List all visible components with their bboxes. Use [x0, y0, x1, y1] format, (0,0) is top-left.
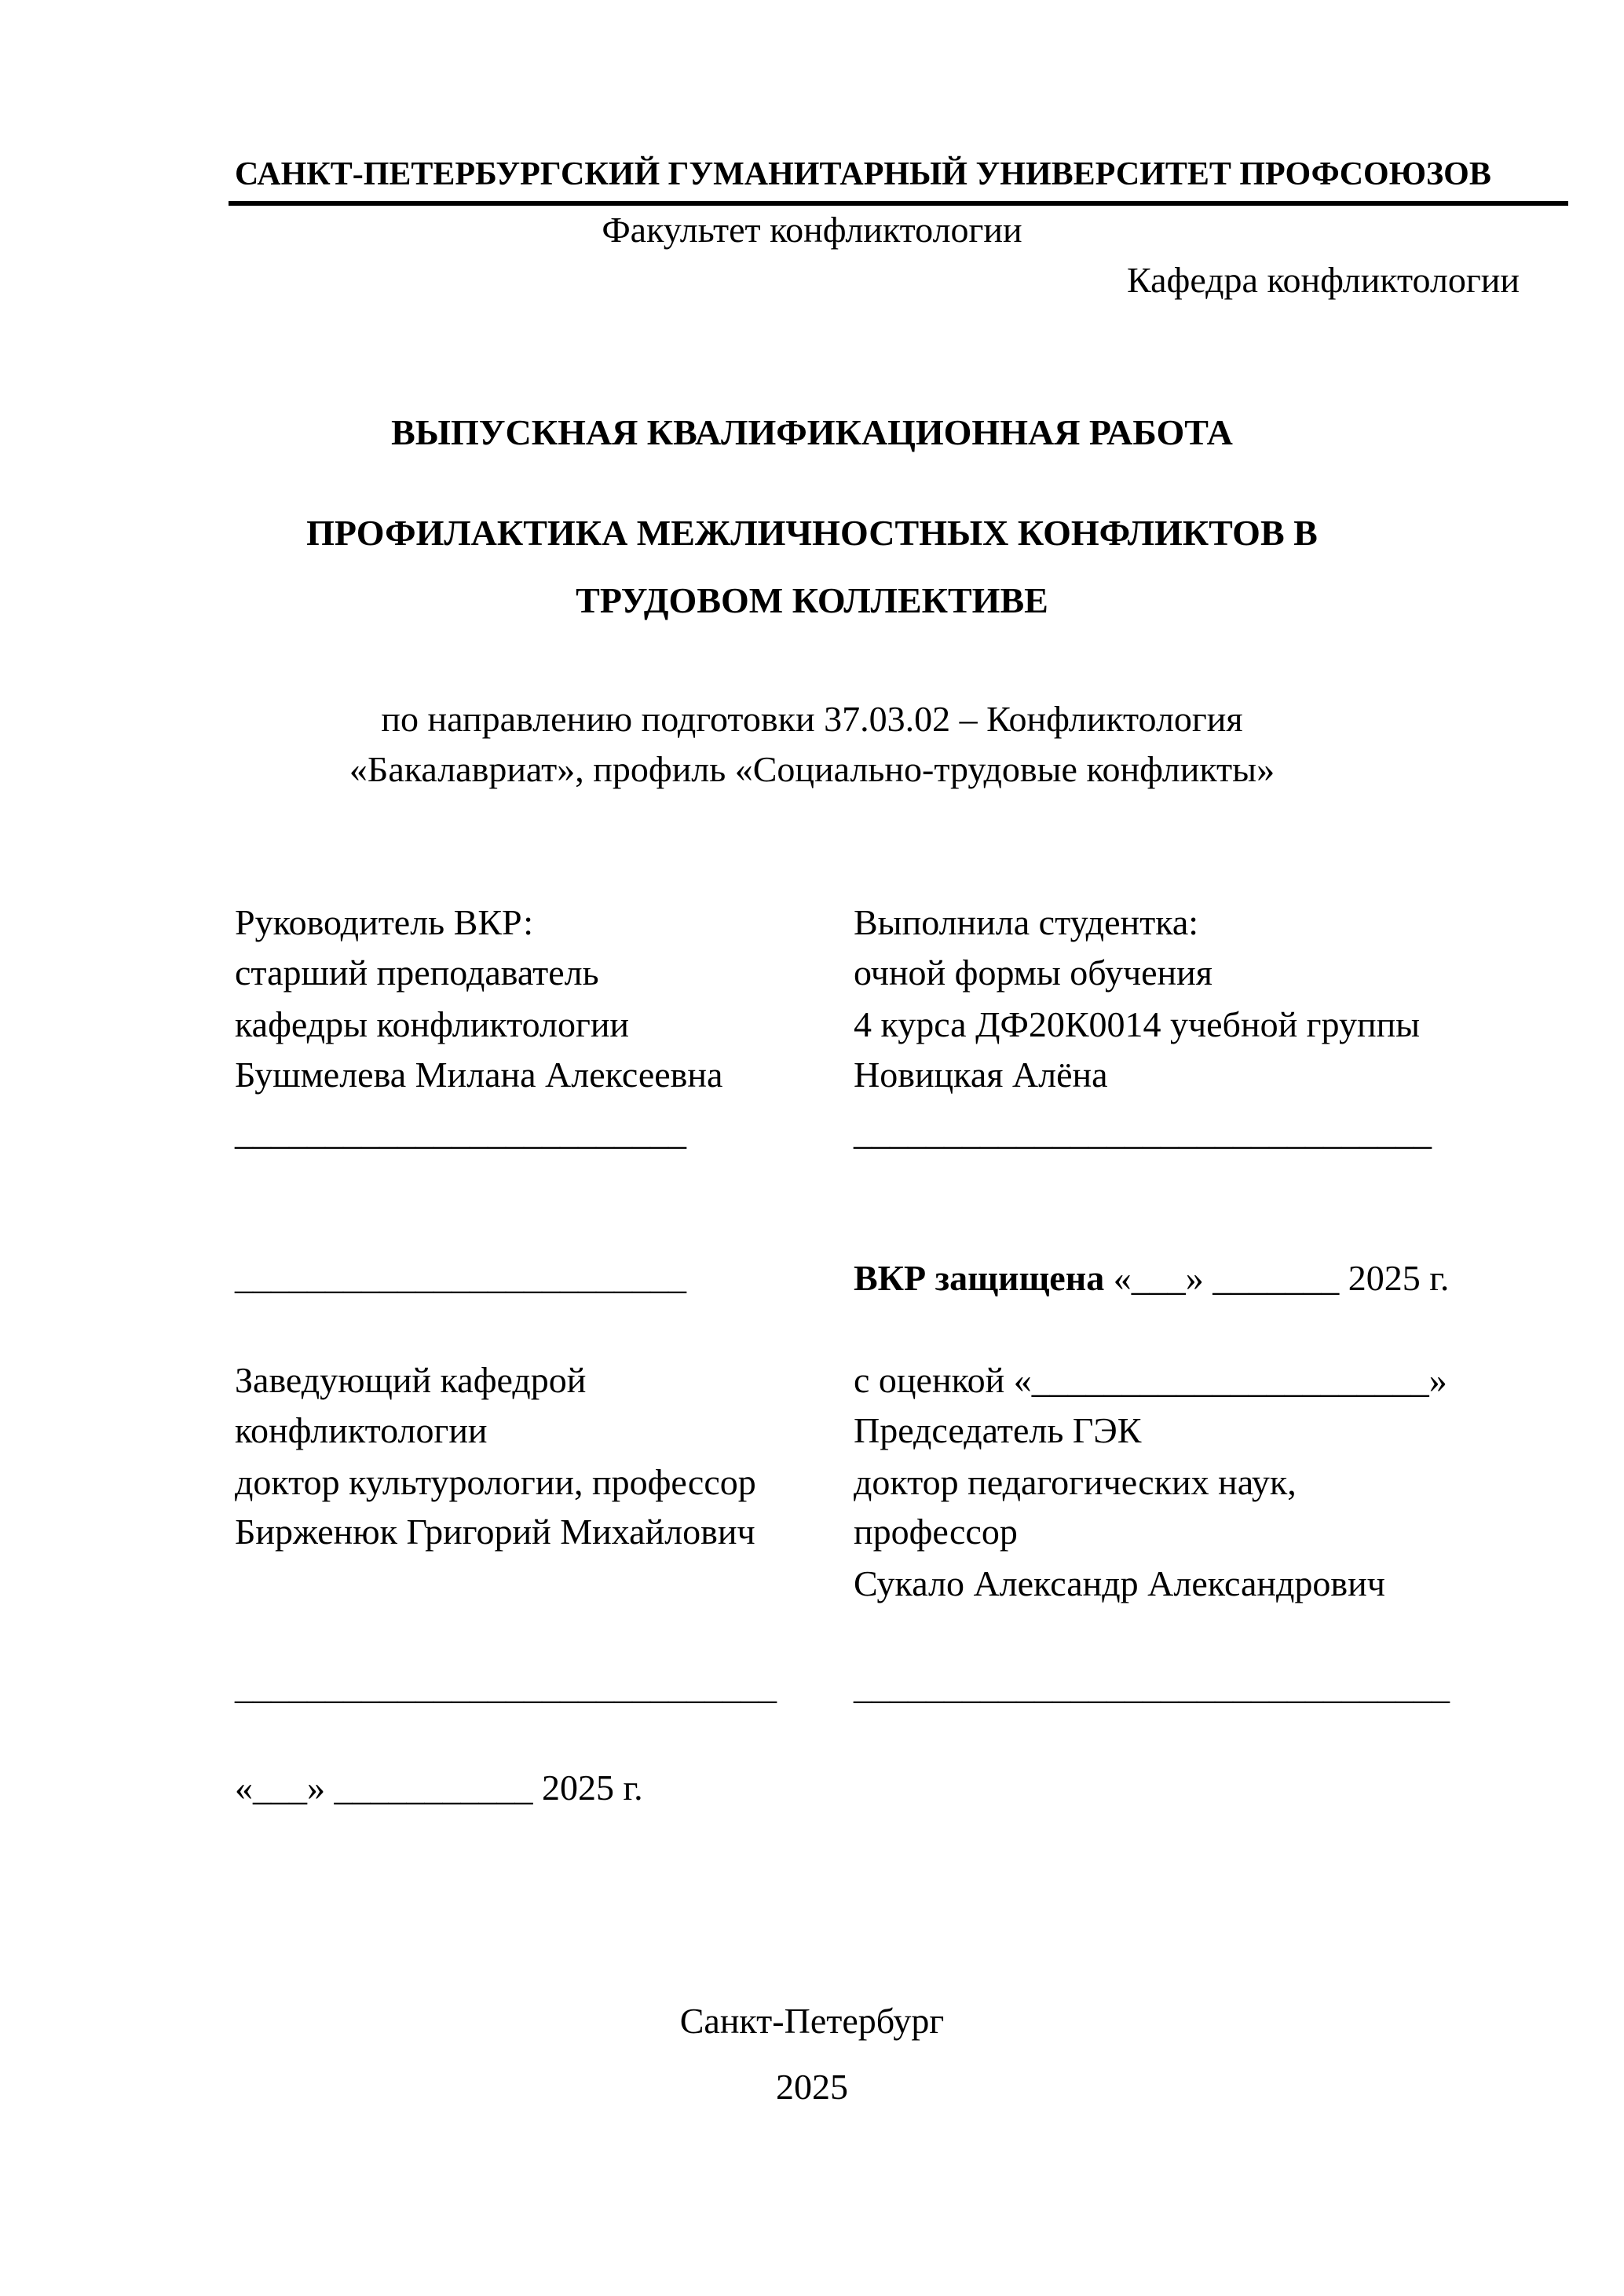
gek-degree: доктор педагогических наук,: [854, 1462, 1297, 1502]
defense-line: [854, 1256, 1449, 1300]
supervisor-signature-line-2: _________________________: [235, 1256, 686, 1296]
head-signature-date: «___» ___________ 2025 г.: [235, 1768, 643, 1808]
topic-line-1: ПРОФИЛАКТИКА МЕЖЛИЧНОСТНЫХ КОНФЛИКТОВ В: [306, 513, 1318, 553]
supervisor-name: Бушмелева Милана Алексеевна: [235, 1055, 723, 1095]
department-name: Кафедра конфликтологии: [1127, 260, 1520, 300]
supervisor-department: кафедры конфликтологии: [235, 1004, 630, 1044]
year: 2025: [776, 2067, 848, 2107]
direction-line-1: по направлению подготовки 37.03.02 – Конфликтология: [381, 699, 1243, 739]
student-group: 4 курса ДФ20К0014 учебной группы: [854, 1004, 1421, 1044]
gek-signature-line: _________________________________: [854, 1666, 1450, 1706]
head-label: Заведующий кафедрой: [235, 1360, 587, 1400]
university-name: САНКТ-ПЕТЕРБУРГСКИЙ ГУМАНИТАРНЫЙ УНИВЕРСИТЕТ ПРОФСОЮЗОВ: [235, 156, 1491, 192]
student-name: Новицкая Алёна: [854, 1055, 1108, 1095]
work-type-title: ВЫПУСКНАЯ КВАЛИФИКАЦИОННАЯ РАБОТА: [391, 412, 1233, 452]
gek-label: Председатель ГЭК: [854, 1410, 1142, 1450]
supervisor-label: Руководитель ВКР:: [235, 902, 534, 942]
supervisor-signature-line: _________________________: [235, 1112, 686, 1152]
city: Санкт-Петербург: [679, 2001, 945, 2041]
student-form: очной формы обучения: [854, 952, 1213, 993]
defense-grade: с оценкой «______________________»: [854, 1360, 1447, 1400]
header-divider: [229, 201, 1568, 206]
head-degree: доктор культурологии, профессор: [235, 1462, 756, 1502]
head-department: конфликтологии: [235, 1410, 488, 1450]
direction-line-2: «Бакалавриат», профиль «Социально-трудовые конфликты»: [349, 749, 1275, 789]
student-signature-line: ________________________________: [854, 1112, 1432, 1152]
defense-label: ВКР защищена: [854, 1258, 1105, 1298]
gek-title: профессор: [854, 1512, 1018, 1552]
faculty-name: Факультет конфликтологии: [602, 210, 1022, 250]
head-signature-line: ______________________________: [235, 1666, 777, 1706]
head-name: Бирженюк Григорий Михайлович: [235, 1512, 755, 1552]
supervisor-position: старший преподаватель: [235, 952, 599, 993]
defense-date: «___» _______ 2025 г.: [1104, 1258, 1450, 1298]
topic-line-2: ТРУДОВОМ КОЛЛЕКТИВЕ: [576, 580, 1048, 620]
gek-name: Сукало Александр Александрович: [854, 1563, 1385, 1603]
student-label: Выполнила студентка:: [854, 902, 1199, 942]
